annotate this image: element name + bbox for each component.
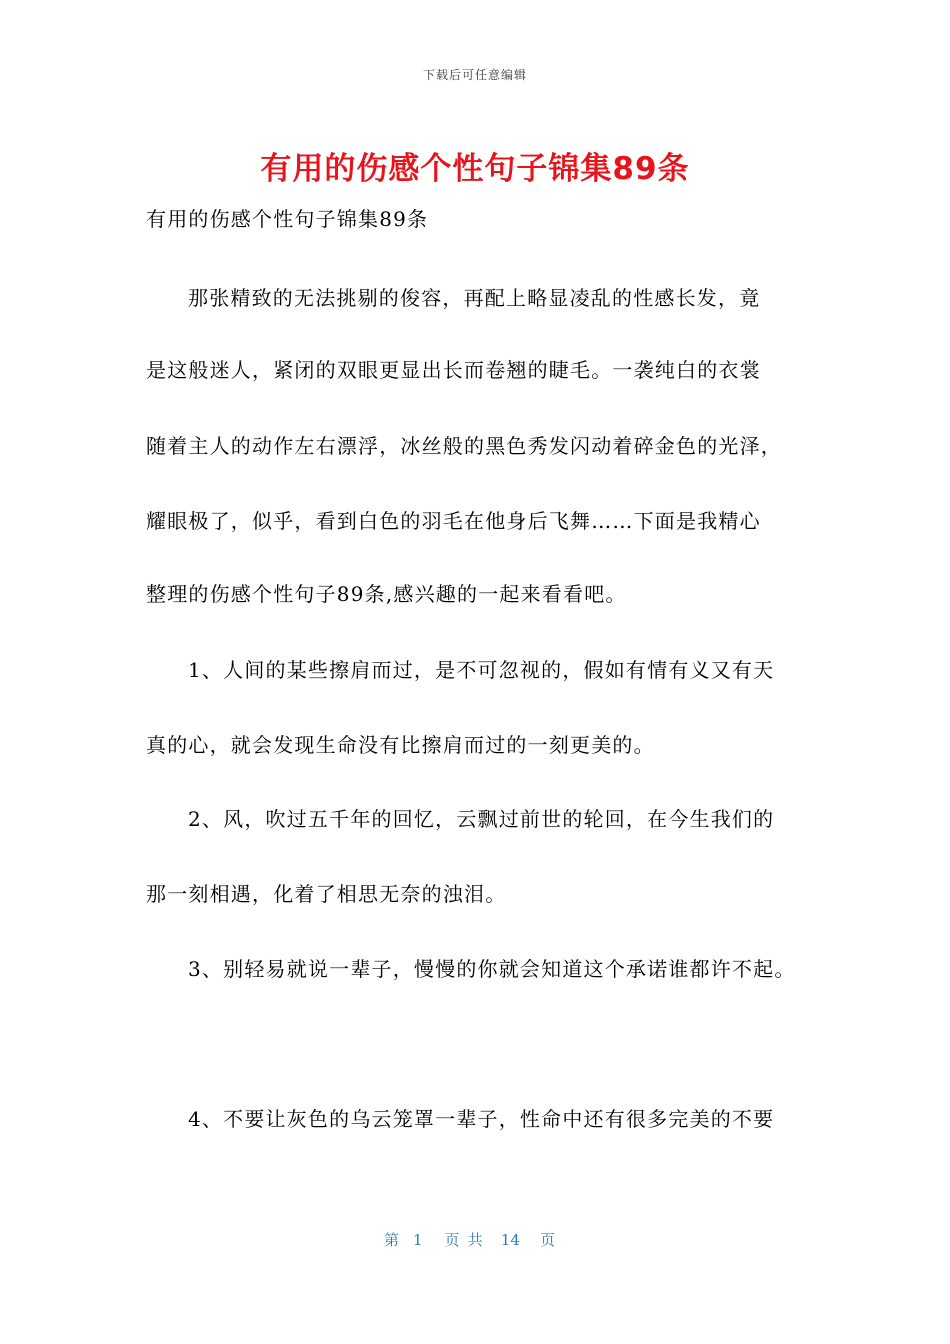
document-title: 有用的伤感个性句子锦集89条 [260, 151, 690, 187]
list-item-line: 4、不要让灰色的乌云笼罩一辈子，性命中还有很多完美的不要 [188, 1107, 775, 1131]
paragraph-line: 整理的伤感个性句子89条,感兴趣的一起来看看吧。 [146, 582, 627, 606]
document-subtitle: 有用的伤感个性句子锦集89条 [146, 207, 429, 231]
header-note: 下载后可任意编辑 [422, 68, 527, 82]
list-item-line: 2、风，吹过五千年的回忆，云飘过前世的轮回，在今生我们的 [188, 807, 775, 831]
list-item-line: 3、别轻易就说一辈子，慢慢的你就会知道这个承诺谁都许不起。 [188, 957, 796, 981]
list-item-line: 那一刻相遇，化着了相思无奈的浊泪。 [146, 882, 507, 906]
list-item-line: 真的心，就会发现生命没有比擦肩而过的一刻更美的。 [146, 733, 655, 757]
footer-suffix: 页 [540, 1231, 556, 1249]
footer-current-page: 1 [413, 1231, 423, 1249]
footer-middle: 页共 [444, 1231, 491, 1249]
paragraph-line: 是这般迷人，紧闭的双眼更显出长而卷翘的睫毛。一袭纯白的衣裳 [146, 358, 761, 382]
list-item-line: 1、人间的某些擦肩而过，是不可忽视的，假如有情有义又有天 [188, 658, 775, 682]
footer-prefix: 第 [384, 1231, 400, 1249]
footer-total-pages: 14 [500, 1231, 520, 1249]
paragraph-line: 随着主人的动作左右漂浮，冰丝般的黑色秀发闪动着碎金色的光泽， [146, 434, 782, 458]
paragraph-line: 耀眼极了，似乎，看到白色的羽毛在他身后飞舞……下面是我精心 [146, 509, 761, 533]
paragraph-line: 那张精致的无法挑剔的俊容，再配上略显凌乱的性感长发，竟 [188, 286, 761, 310]
page-footer [384, 1229, 555, 1250]
